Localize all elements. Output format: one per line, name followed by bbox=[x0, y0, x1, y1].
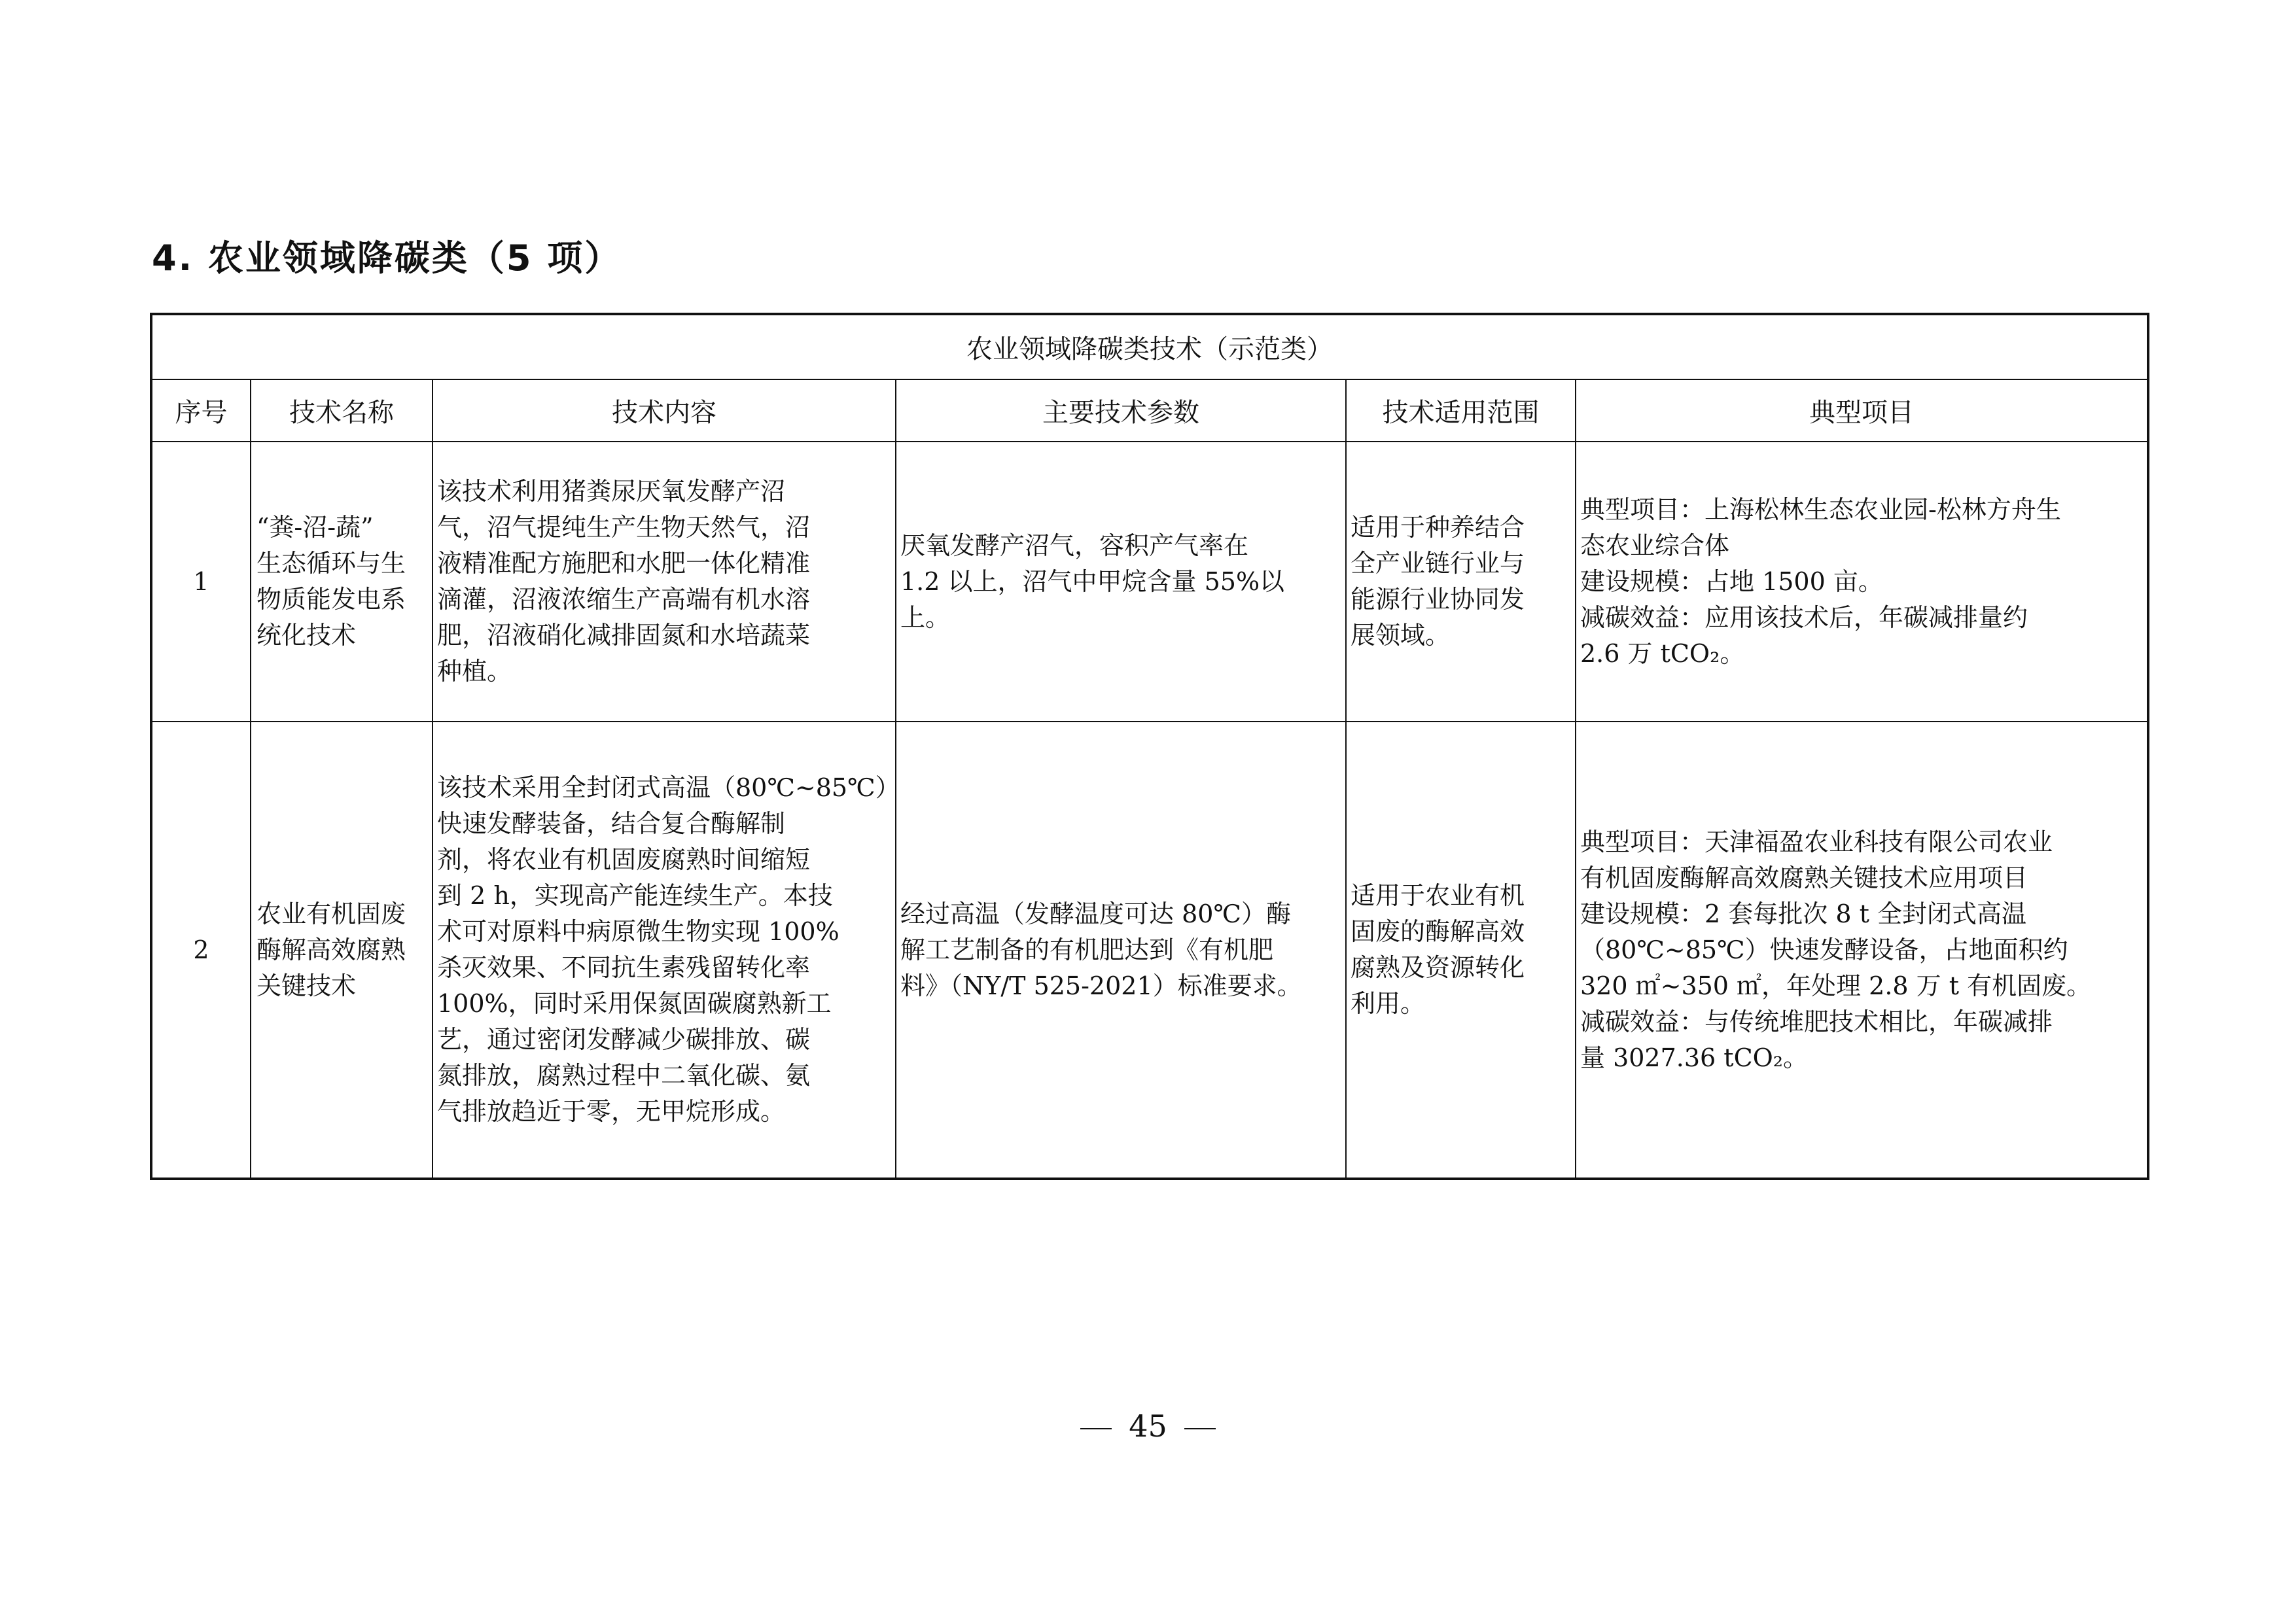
typical-project-line: 建设规模：占地 1500 亩。 bbox=[1580, 567, 1883, 596]
tech-name-line: 农业有机固废 bbox=[256, 899, 406, 928]
tech-scope bbox=[1346, 442, 1576, 722]
page-number-value: 45 bbox=[1129, 1408, 1167, 1444]
tech-content-line: 到 2 h，实现高产能连续生产。本技 bbox=[437, 881, 833, 910]
typical-project-line: 2.6 万 tCO₂。 bbox=[1580, 638, 1745, 668]
typical-project-line: （80℃~85℃）快速发酵设备，占地面积约 bbox=[1580, 935, 2068, 964]
tech-scope bbox=[1346, 722, 1576, 1179]
tech-content-line: 艺，通过密闭发酵减少碳排放、碳 bbox=[437, 1025, 811, 1054]
tech-scope-line: 适用于种养结合 bbox=[1351, 513, 1525, 542]
table-row bbox=[151, 442, 2148, 722]
table-row bbox=[151, 722, 2148, 1179]
tech-scope-line: 展领域。 bbox=[1351, 621, 1451, 650]
row-number: 1 bbox=[151, 442, 251, 722]
tech-content-line: 术可对原料中病原微生物实现 100% bbox=[437, 917, 839, 946]
typical-project-line: 建设规模：2 套每批次 8 t 全封闭式高温 bbox=[1580, 899, 2026, 928]
table-header-row bbox=[151, 379, 2148, 442]
header-content: 技术内容 bbox=[433, 379, 896, 442]
tech-content-line: 气排放趋近于零，无甲烷形成。 bbox=[437, 1097, 786, 1126]
tech-name bbox=[251, 722, 433, 1179]
tech-scope-line: 利用。 bbox=[1351, 989, 1426, 1018]
header-name: 技术名称 bbox=[251, 379, 433, 442]
header-scope: 技术适用范围 bbox=[1346, 379, 1576, 442]
header-no: 序号 bbox=[151, 379, 251, 442]
typical-project-line: 典型项目：天津福盈农业科技有限公司农业 bbox=[1580, 827, 2053, 856]
tech-content-line: 100%，同时采用保氮固碳腐熟新工 bbox=[437, 989, 832, 1018]
row-number: 2 bbox=[151, 722, 251, 1179]
tech-params-line: 经过高温（发酵温度可达 80℃）酶 bbox=[900, 899, 1291, 928]
tech-name-line: “粪-沼-蔬” bbox=[256, 513, 374, 542]
typical-project-line: 态农业综合体 bbox=[1580, 531, 1730, 560]
typical-project bbox=[1576, 442, 2148, 722]
typical-project-line: 典型项目：上海松林生态农业园-松林方舟生 bbox=[1580, 495, 2061, 524]
tech-params-line: 料》（NY/T 525-2021）标准要求。 bbox=[900, 971, 1302, 1000]
typical-project-line: 减碳效益：与传统堆肥技术相比，年碳减排 bbox=[1580, 1007, 2053, 1036]
table-caption: 农业领域降碳类技术（示范类） bbox=[151, 314, 2148, 379]
tech-name-line: 物质能发电系 bbox=[256, 585, 406, 614]
tech-content bbox=[433, 442, 896, 722]
tech-content-line: 种植。 bbox=[437, 657, 512, 686]
tech-scope-line: 适用于农业有机 bbox=[1351, 881, 1525, 910]
tech-scope-line: 固废的酶解高效 bbox=[1351, 917, 1525, 946]
page-number-dash-left bbox=[1080, 1428, 1112, 1429]
typical-project bbox=[1576, 722, 2148, 1179]
tech-name-line: 关键技术 bbox=[256, 971, 357, 1000]
tech-params-line: 厌氧发酵产沼气，容积产气率在 bbox=[900, 531, 1249, 560]
table-caption-row bbox=[151, 314, 2148, 379]
typical-project-line: 320 ㎡~350 ㎡，年处理 2.8 万 t 有机固废。 bbox=[1580, 971, 2092, 1000]
tech-content-line: 杀灭效果、不同抗生素残留转化率 bbox=[437, 953, 811, 982]
tech-scope-line: 全产业链行业与 bbox=[1351, 549, 1525, 578]
typical-project-line: 量 3027.36 tCO₂。 bbox=[1580, 1043, 1809, 1072]
technology-table bbox=[150, 313, 2149, 1180]
tech-params-line: 上。 bbox=[900, 602, 951, 632]
tech-scope-line: 能源行业协同发 bbox=[1351, 585, 1525, 614]
tech-name-line: 生态循环与生 bbox=[256, 549, 406, 578]
tech-content-line: 滴灌，沼液浓缩生产高端有机水溶 bbox=[437, 585, 811, 614]
page-number bbox=[0, 1408, 2296, 1444]
tech-content-line: 气，沼气提纯生产生物天然气，沼 bbox=[437, 513, 811, 542]
tech-content-line: 该技术采用全封闭式高温（80℃~85℃） bbox=[437, 773, 900, 802]
header-params: 主要技术参数 bbox=[896, 379, 1346, 442]
tech-params-line: 1.2 以上，沼气中甲烷含量 55%以 bbox=[900, 567, 1285, 596]
typical-project-line: 减碳效益：应用该技术后，年碳减排量约 bbox=[1580, 602, 2028, 632]
page-number-dash-right bbox=[1184, 1428, 1216, 1429]
section-heading: 4. 农业领域降碳类（5 项） bbox=[152, 237, 622, 279]
tech-content-line: 该技术利用猪粪尿厌氧发酵产沼 bbox=[437, 477, 786, 506]
tech-content-line: 氮排放，腐熟过程中二氧化碳、氨 bbox=[437, 1061, 811, 1090]
tech-params-line: 解工艺制备的有机肥达到《有机肥 bbox=[900, 935, 1274, 964]
typical-project-line: 有机固废酶解高效腐熟关键技术应用项目 bbox=[1580, 863, 2028, 892]
tech-name bbox=[251, 442, 433, 722]
tech-content bbox=[433, 722, 900, 1179]
tech-content-line: 快速发酵装备，结合复合酶解制 bbox=[437, 809, 786, 838]
tech-content-line: 液精准配方施肥和水肥一体化精准 bbox=[437, 549, 811, 578]
tech-content-line: 剂，将农业有机固废腐熟时间缩短 bbox=[437, 845, 811, 874]
tech-name-line: 酶解高效腐熟 bbox=[256, 935, 406, 964]
header-project: 典型项目 bbox=[1576, 379, 2148, 442]
tech-content-line: 肥，沼液硝化减排固氮和水培蔬菜 bbox=[437, 621, 811, 650]
tech-params bbox=[896, 442, 1346, 722]
tech-scope-line: 腐熟及资源转化 bbox=[1351, 953, 1525, 982]
tech-name-line: 统化技术 bbox=[256, 621, 357, 650]
tech-params bbox=[896, 722, 1346, 1179]
